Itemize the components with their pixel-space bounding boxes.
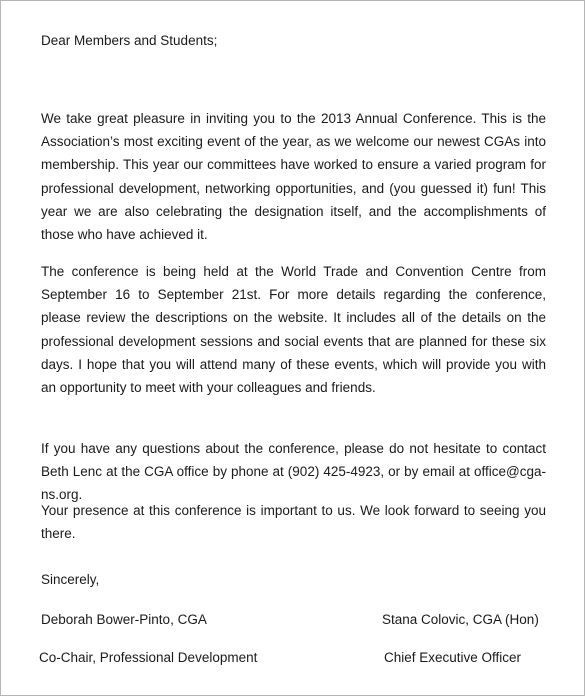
- closing: Sincerely,: [41, 572, 100, 587]
- paragraph-contact: If you have any questions about the conference, please do not hesitate to contact Beth Lenc at the CGA office by phone at (902) 425-4923, or by email at office@cga-ns.org.: [41, 441, 546, 503]
- paragraph-presence: Your presence at this conference is important to us. We look forward to seeing you there.: [41, 503, 546, 542]
- signatory-title-right: Chief Executive Officer: [384, 650, 522, 665]
- paragraph-invitation: We take great pleasure in inviting you to the 2013 Annual Conference. This is the Association’s most exciting event of the year, as we welcome our newest CGAs into membership. This year our committees have worked to ensure a varied program for professional development, networking opportunities, and (you guessed it) fun! This year we are also celebrating the designation itself, and the accomplishments of those who have achieved it.: [41, 111, 546, 243]
- signatory-name-left: Deborah Bower-Pinto, CGA: [41, 612, 207, 627]
- signatory-title-left: Co-Chair, Professional Development: [39, 650, 258, 665]
- paragraph-conference-details: The conference is being held at the World Trade and Convention Centre from September 16 to September 21st. For more details regarding the conference, please review the descriptions on the website. It includes all of the details on the professional development sessions and social events that are planned for these six days. I hope that you will attend many of these events, which will provide you with an opportunity to meet with your colleagues and friends.: [41, 264, 546, 396]
- signatory-name-right: Stana Colovic, CGA (Hon): [382, 612, 539, 627]
- salutation: Dear Members and Students;: [41, 33, 218, 48]
